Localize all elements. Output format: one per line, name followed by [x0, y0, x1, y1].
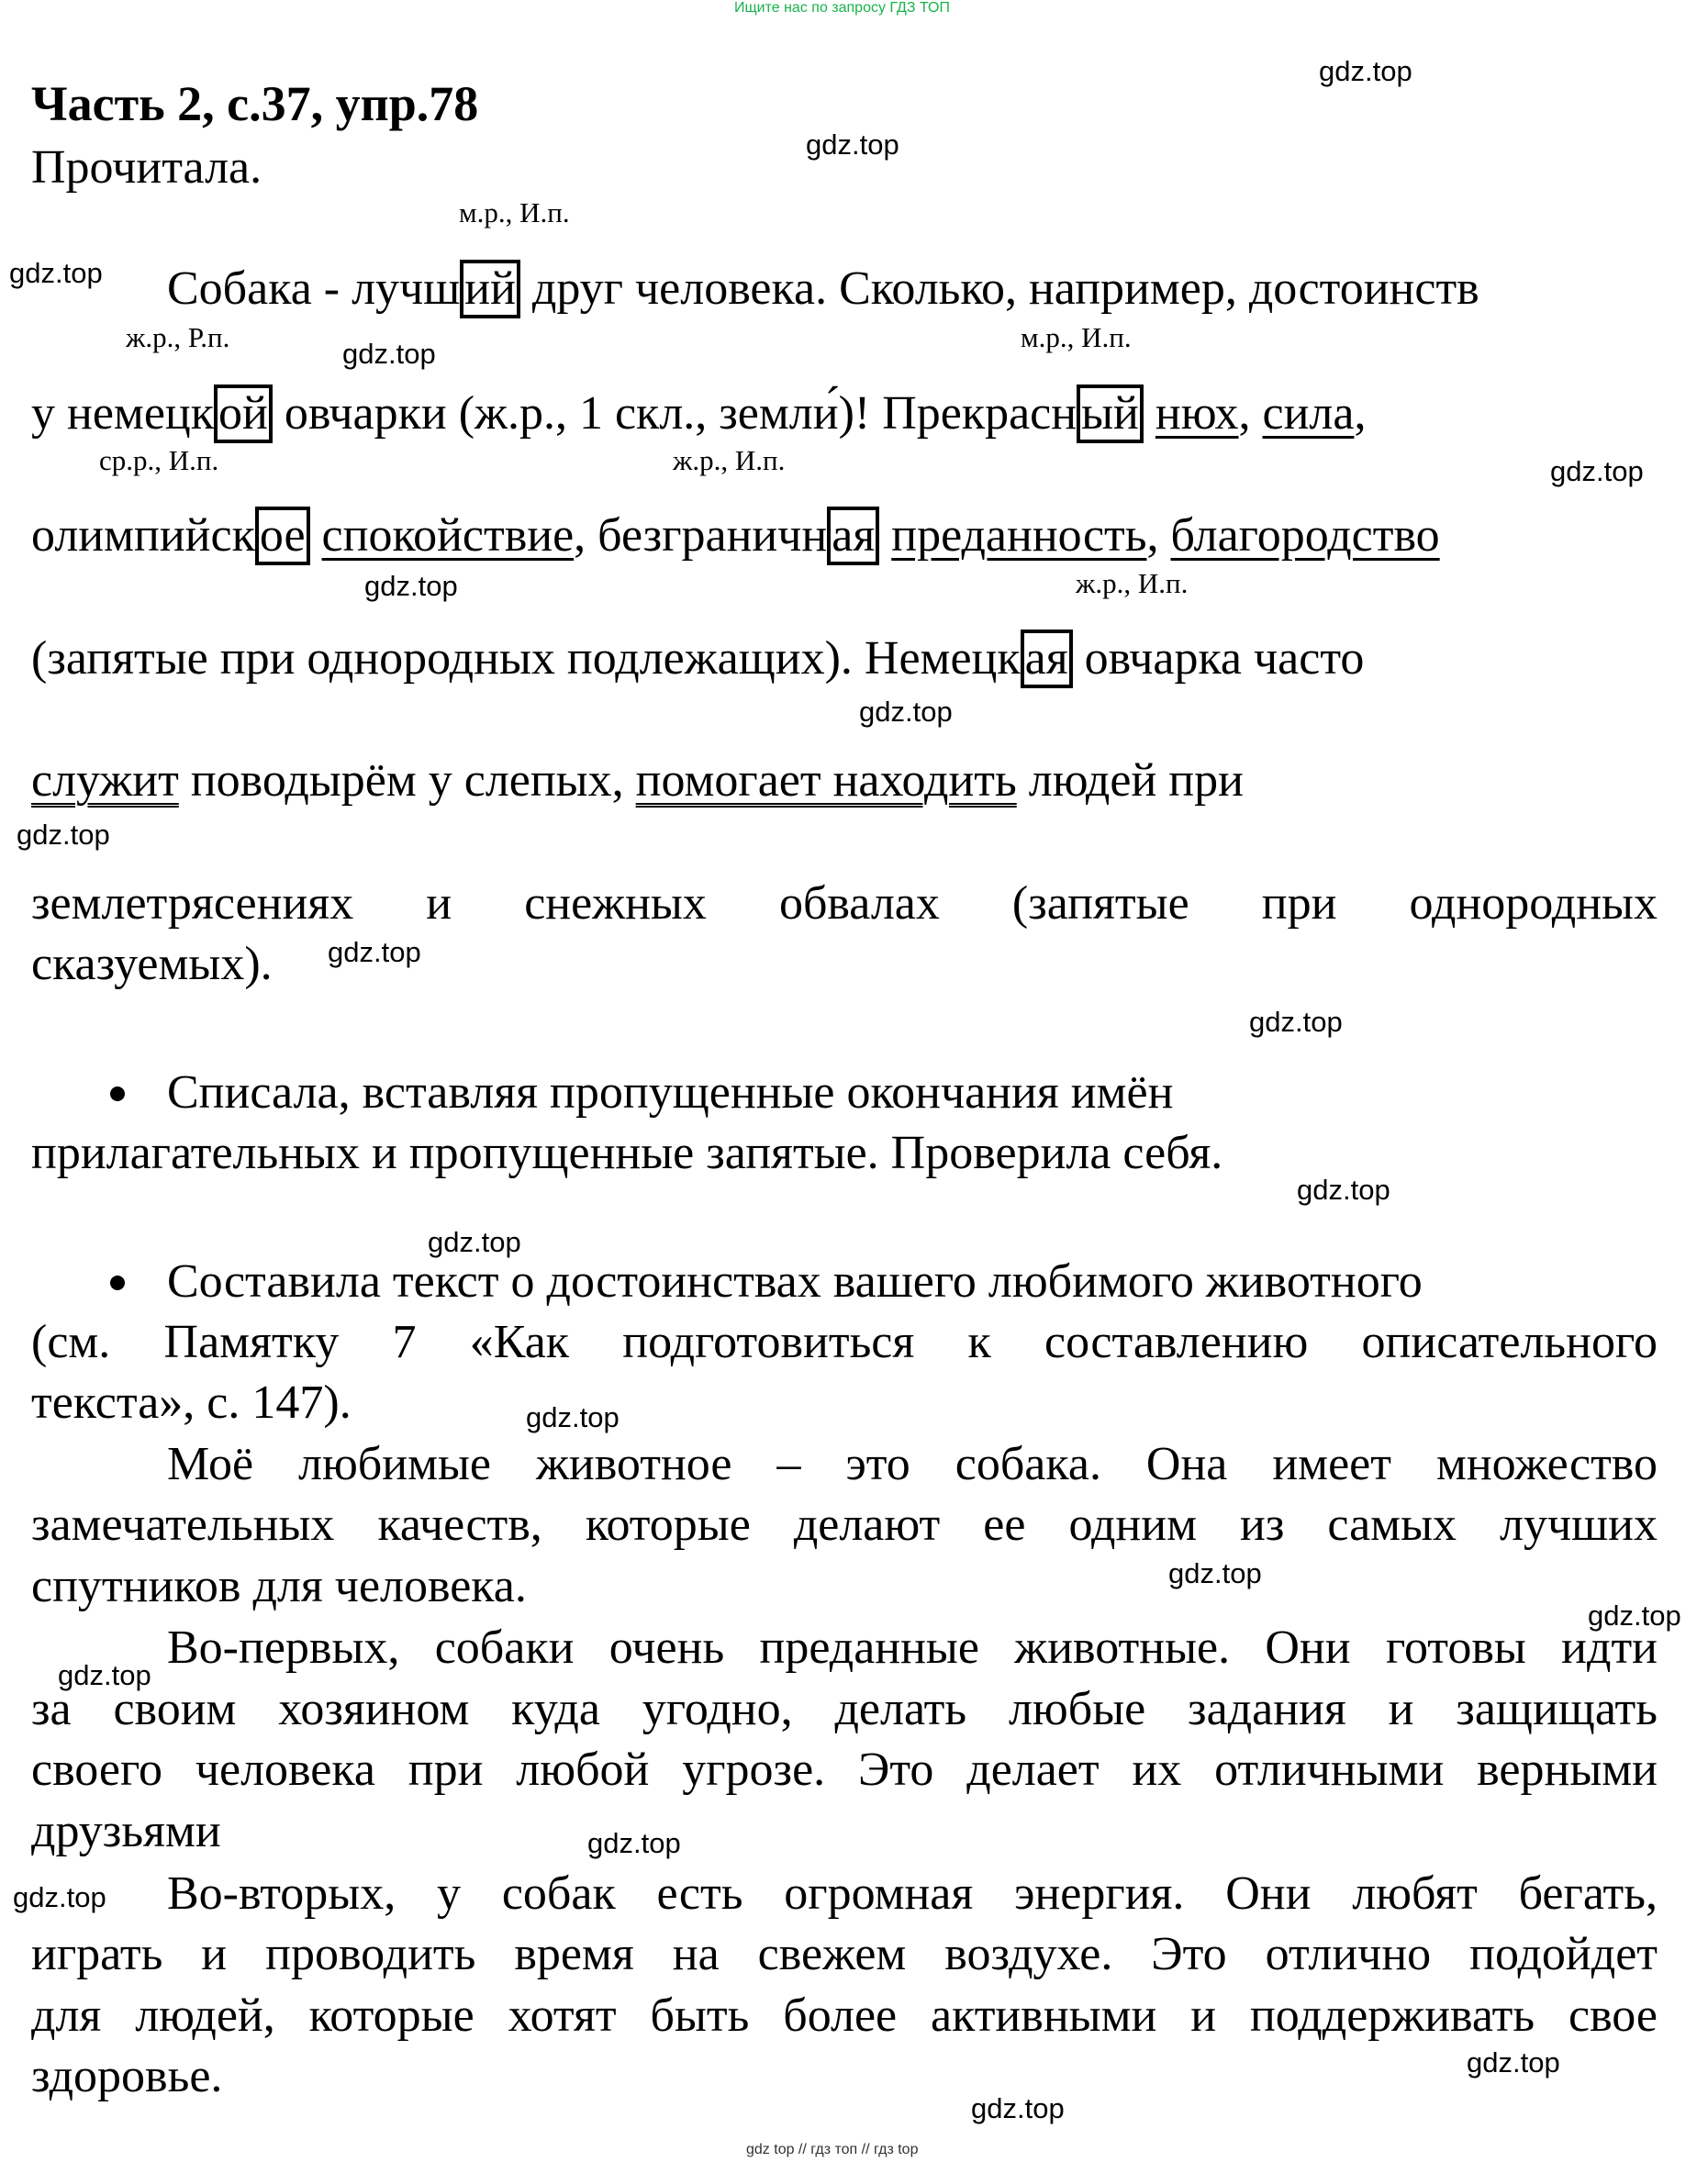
text-line: играть и проводить время на свежем воздухе. Это отлично подойдет [31, 1928, 1658, 1980]
text-line: сказуемых). [31, 938, 273, 990]
text-line: за своим хозяином куда угодно, делать любые задания и защищать [31, 1683, 1658, 1735]
text-line: для людей, которые хотят быть более активными и поддерживать свое [31, 1989, 1658, 2042]
text-line: здоровье. [31, 2050, 223, 2102]
watermark: gdz.top [1249, 1006, 1343, 1038]
text-line: замечательных качеств, которые делают ее одним из самых лучших [31, 1499, 1658, 1551]
watermark: gdz.top [328, 936, 421, 968]
ending-box: ий [460, 260, 520, 318]
watermark: gdz.top [428, 1226, 521, 1258]
page-title: Часть 2, с.37, упр.78 [31, 76, 479, 131]
read-line: Прочитала. [31, 141, 262, 194]
text-line: прилагательных и пропущенные запятые. Проверила себя. [31, 1127, 1223, 1179]
watermark: gdz.top [526, 1401, 620, 1433]
watermark: gdz.top [58, 1659, 151, 1691]
watermark: gdz.top [806, 128, 899, 161]
annotation: ж.р., И.п. [673, 444, 786, 476]
subject-underline: сила [1262, 387, 1355, 440]
predicate-underline: служит [31, 754, 179, 807]
watermark: gdz.top [1550, 455, 1644, 487]
watermark: gdz.top [342, 338, 436, 370]
ending-box: ое [255, 507, 310, 565]
ending-box: ый [1077, 384, 1144, 443]
text-line: землетрясениях и снежных обвалах (запятые при однородных [31, 877, 1658, 930]
predicate-underline: помогает находить [635, 754, 1017, 807]
watermark: gdz.top [364, 570, 458, 602]
text-line: (см. Памятку 7 «Как подготовиться к составлению описательного [31, 1316, 1658, 1368]
text-line: Во-вторых, у собак есть огромная энергия. Они любят бегать, [167, 1867, 1658, 1920]
ending-box: ая [827, 507, 879, 565]
text-line: своего человека при любой угрозе. Это делает их отличными верными [31, 1744, 1658, 1796]
text-line: спутников для человека. [31, 1560, 527, 1612]
watermark: gdz.top [1588, 1599, 1681, 1632]
text-line: текста», с. 147). [31, 1376, 352, 1429]
text-line: Собака - лучший друг человека. Сколько, например, достоинств [167, 259, 1479, 319]
ending-box: ая [1021, 630, 1073, 688]
top-note: Ищите нас по запросу ГДЗ ТОП [734, 0, 950, 16]
ending-box: ой [214, 384, 273, 443]
watermark: gdz.top [13, 1881, 106, 1913]
text-line: у немецкой овчарки (ж.р., 1 скл., земли́)! Прекрасный нюх, сила, [31, 384, 1366, 444]
text-line: служит поводырём у слепых, помогает находить людей при [31, 754, 1244, 807]
watermark: gdz.top [1319, 55, 1412, 87]
watermark: gdz.top [587, 1827, 681, 1859]
bullet-icon [110, 1276, 125, 1290]
watermark: gdz.top [1467, 2046, 1560, 2078]
bottom-note: gdz top // гдз топ // гдз top [746, 2142, 919, 2157]
subject-underline: преданность [891, 509, 1147, 562]
watermark: gdz.top [9, 257, 103, 289]
watermark: gdz.top [17, 819, 110, 851]
subject-underline: благородство [1170, 509, 1440, 562]
annotation: ср.р., И.п. [99, 444, 219, 476]
subject-underline: спокойствие [321, 509, 575, 562]
watermark: gdz.top [859, 696, 953, 728]
annotation: м.р., И.п. [1021, 321, 1132, 353]
text-line: Во-первых, собаки очень преданные животные. Они готовы идти [167, 1622, 1658, 1674]
annotation: ж.р., Р.п. [126, 321, 230, 353]
text-line: Списала, вставляя пропущенные окончания имён [167, 1066, 1174, 1119]
text-line: Составила текст о достоинствах вашего любимого животного [167, 1255, 1423, 1308]
text-line: олимпийское спокойствие, безграничная преданность, благородство [31, 506, 1440, 566]
text-line: (запятые при однородных подлежащих). Немецкая овчарка часто [31, 629, 1364, 689]
annotation: ж.р., И.п. [1076, 567, 1189, 599]
watermark: gdz.top [1297, 1174, 1390, 1206]
watermark: gdz.top [1168, 1557, 1262, 1589]
text-line: Моё любимые животное – это собака. Она имеет множество [167, 1438, 1658, 1490]
text-line: друзьями [31, 1805, 221, 1857]
bullet-icon [110, 1087, 125, 1101]
annotation: м.р., И.п. [459, 196, 570, 228]
watermark: gdz.top [971, 2092, 1065, 2124]
subject-underline: нюх [1155, 387, 1239, 440]
